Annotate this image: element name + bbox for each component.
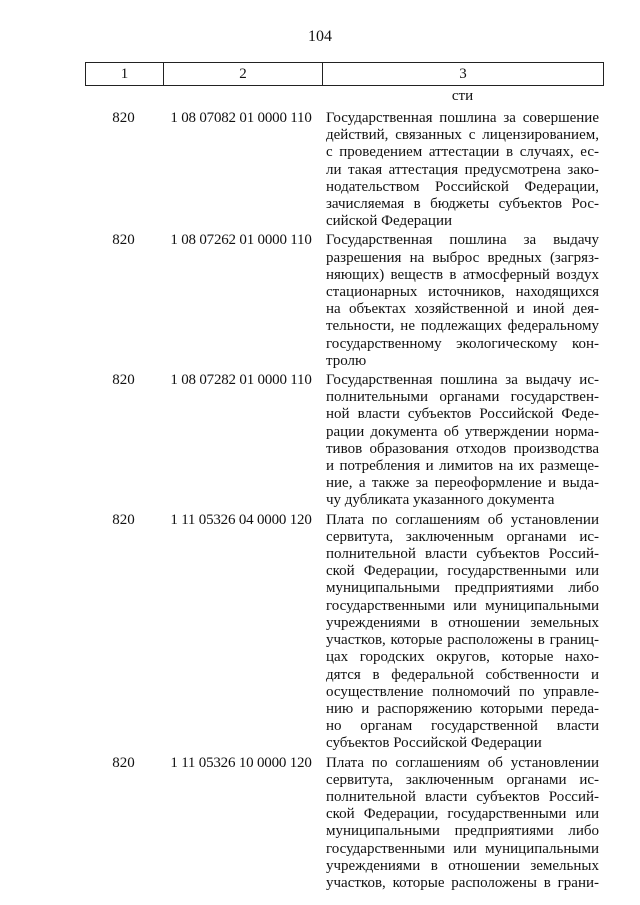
description-cell xyxy=(326,232,599,370)
description-line: сийской Федерации xyxy=(326,213,453,230)
description-cell xyxy=(326,110,599,230)
description-line: участков, которые расположены в грани- xyxy=(326,874,599,891)
revenue-code-cell: 1 11 05326 10 0000 120 xyxy=(170,754,312,771)
description-line: нию и распоряжению которыми переда- xyxy=(326,700,599,717)
page-number: 104 xyxy=(308,28,332,45)
revenue-code-cell: 1 08 07262 01 0000 110 xyxy=(170,232,312,249)
description-line: учреждениями в отношении земельных xyxy=(326,614,599,631)
description-line: ской Федерации, государственными или xyxy=(326,806,599,823)
description-line: полнительными органами государствен- xyxy=(326,389,599,406)
admin-code-cell: 820 xyxy=(112,110,135,126)
description-line: няющих) веществ в атмосферный воздух xyxy=(326,266,599,283)
admin-code-cell: 820 xyxy=(112,372,135,389)
description-line: субъектов Российской Федерации xyxy=(326,735,542,752)
description-line: сервитута, заключенным органами ис- xyxy=(326,771,599,788)
description-line: чу дубликата указанного документа xyxy=(326,492,555,509)
description-line: муниципальными предприятиями либо xyxy=(326,580,599,597)
continuation-text: сти xyxy=(451,88,474,104)
description-line: и потребления и лимитов на их размеще- xyxy=(326,458,599,475)
description-line: нодательством Российской Федерации, xyxy=(326,178,599,195)
description-line: Государственная пошлина за совершение xyxy=(326,110,599,126)
description-line: тролю xyxy=(326,352,367,369)
revenue-code-cell: 1 11 05326 04 0000 120 xyxy=(170,511,312,528)
description-line: осуществление полномочий по управле- xyxy=(326,683,599,700)
description-line: с проведением аттестации в случаях, ес- xyxy=(326,144,599,161)
description-line: тивов образования отходов производства xyxy=(326,440,599,457)
column-header-1: 1 xyxy=(86,63,164,86)
description-line: ской Федерации, государственными или xyxy=(326,563,599,580)
description-line: Плата по соглашениям об установлении xyxy=(326,511,599,528)
description-line: действий, связанных с лицензированием, xyxy=(326,127,599,144)
description-line: учреждениями в отношении земельных xyxy=(326,857,599,874)
column-header-table xyxy=(85,62,604,86)
description-line: ной власти субъектов Российской Феде- xyxy=(326,406,599,423)
revenue-code-cell: 1 08 07082 01 0000 110 xyxy=(170,110,312,126)
table-row xyxy=(85,232,600,370)
table-row xyxy=(85,110,600,230)
description-line: Плата по соглашениям об установлении xyxy=(326,754,599,771)
description-cell xyxy=(326,372,599,510)
description-line: полнительной власти субъектов Россий- xyxy=(326,546,599,563)
description-line: Государственная пошлина за выдачу xyxy=(326,232,599,249)
description-line: государственному экологическому кон- xyxy=(326,335,599,352)
column-header-3: 3 xyxy=(323,63,604,86)
table-row xyxy=(85,755,600,893)
description-line: ние, а также за переоформление и выда- xyxy=(326,475,599,492)
column-header-row xyxy=(86,63,604,86)
description-line: участков, которые расположены в границ- xyxy=(326,632,599,649)
description-line: но органам государственной власти xyxy=(326,718,599,735)
admin-code-cell: 820 xyxy=(112,511,135,528)
table-body xyxy=(85,110,600,894)
description-line: разрешения на выброс вредных (загряз- xyxy=(326,249,599,266)
description-line: зачисляемая в бюджеты субъектов Рос- xyxy=(326,196,599,213)
description-line: стационарных источников, находящихся xyxy=(326,284,599,301)
admin-code-cell: 820 xyxy=(112,232,135,249)
description-line: муниципальными предприятиями либо xyxy=(326,823,599,840)
description-line: государственными или муниципальными xyxy=(326,597,599,614)
description-cell xyxy=(326,512,599,753)
description-line: тельности, не подлежащих федеральному xyxy=(326,318,599,335)
description-line: рации документа об утверждении норма- xyxy=(326,423,599,440)
description-line: дятся в федеральной собственности и xyxy=(326,666,599,683)
revenue-code-cell: 1 08 07282 01 0000 110 xyxy=(170,372,312,389)
description-line: ли такая аттестация предусмотрена зако- xyxy=(326,161,599,178)
table-row xyxy=(85,372,600,510)
column-header-2: 2 xyxy=(164,63,323,86)
description-line: цах городских округов, которые нахо- xyxy=(326,649,599,666)
description-line: Государственная пошлина за выдачу ис- xyxy=(326,372,599,389)
description-line: государственными или муниципальными xyxy=(326,840,599,857)
table-row xyxy=(85,512,600,753)
description-cell xyxy=(326,755,599,893)
description-line: на объектах хозяйственной и иной дея- xyxy=(326,301,599,318)
description-line: сервитута, заключенным органами ис- xyxy=(326,528,599,545)
description-line: полнительной власти субъектов Россий- xyxy=(326,788,599,805)
admin-code-cell: 820 xyxy=(112,754,135,771)
